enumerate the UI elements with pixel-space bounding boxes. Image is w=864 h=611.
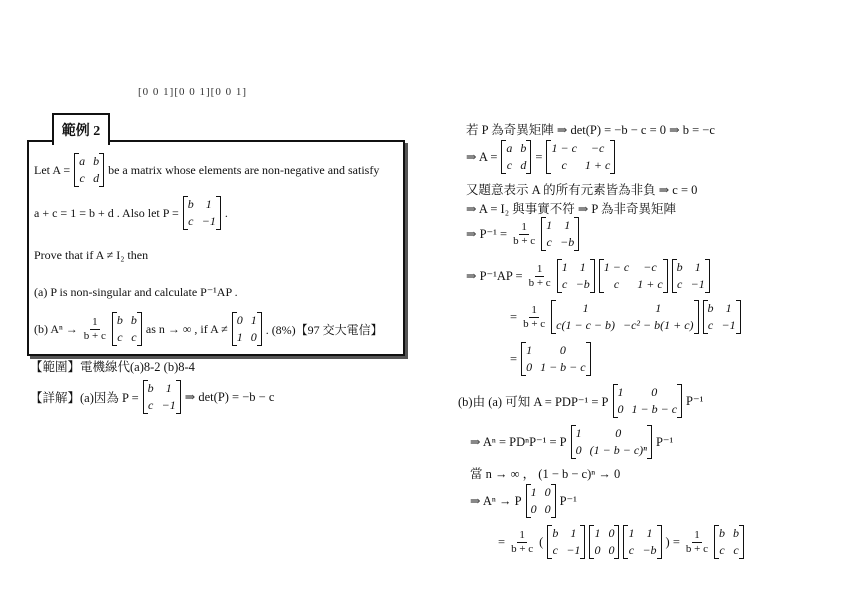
r9-diagonal-matrix xyxy=(613,384,683,418)
r6-matrix-3 xyxy=(672,259,710,293)
matrix-cell: 1 xyxy=(165,381,172,395)
r13-matrix-P xyxy=(547,525,585,559)
matrix-cell: 0 xyxy=(236,313,243,327)
matrix-cell: c xyxy=(707,318,714,332)
matrix-cell: b xyxy=(187,197,194,211)
matrix-P xyxy=(183,196,221,230)
matrix-cell: 1 xyxy=(575,426,582,440)
r10-matrix xyxy=(571,425,652,459)
right-line-6: ⇒ P⁻¹AP = $\frac{1}{b + c}$ 1 1 c −b 1 − c −c c 1 + c b 1 c −1 xyxy=(466,259,710,293)
r13-matrix-Pinv xyxy=(623,525,661,559)
line5-end: . (8%)【97 交大電信】 xyxy=(265,322,383,337)
matrix-cell: −1 xyxy=(161,398,176,412)
r7-fraction: $\frac{1}{b + c}$ xyxy=(523,304,546,330)
right-line-9: (b)由 (a) 可知 A = PDP⁻¹ = P 1 0 0 1 − b − c P⁻¹ xyxy=(458,385,704,416)
example-line-1 xyxy=(34,153,379,187)
matrix-cell: b xyxy=(552,526,559,540)
matrix-cell: −c xyxy=(590,141,605,155)
matrix-cell: −1 xyxy=(201,214,216,228)
right-line-2: ⇒ A = a b c d = 1 − c −c c 1 + c xyxy=(466,140,615,174)
matrix-cell: b xyxy=(520,141,527,155)
matrix-cell: d xyxy=(93,171,100,185)
right-line-7: = $\frac{1}{b + c}$ 1 1 c(1 − c − b) −c² − b(1 + c) b 1 c −1 xyxy=(510,300,741,334)
matrix-cell: c xyxy=(552,543,558,557)
example-line-3: Prove that if A ≠ I₂ then xyxy=(34,248,149,262)
matrix-cell: b xyxy=(130,313,137,327)
r13-result-matrix xyxy=(714,525,744,559)
matrix-cell: 1 xyxy=(250,313,257,327)
right-line-11: 當 n → ∞ ， (1 − b − c)ⁿ → 0 xyxy=(470,467,621,481)
matrix-B xyxy=(112,312,142,346)
matrix-cell: 1 xyxy=(546,218,553,232)
r2-matrix xyxy=(546,140,615,174)
r13-fraction-1: $\frac{1}{b + c}$ xyxy=(511,529,534,555)
matrix-cell: 1 xyxy=(694,260,701,274)
right-line-4: ⇒ A = I₂ 與事實不符 ⇒ P 為非奇異矩陣 xyxy=(466,202,677,216)
line1-suffix: be a matrix whose elements are non-negative and satisfy xyxy=(108,162,380,177)
matrix-cell: c xyxy=(613,277,620,291)
matrix-cell: 0 xyxy=(608,526,615,540)
r5-fraction: $\frac{1}{b + c}$ xyxy=(513,221,536,247)
detail-line xyxy=(30,380,274,414)
matrix-cell: c xyxy=(628,543,635,557)
detail-prefix: 【詳解】(a)因為 P = xyxy=(30,391,139,405)
r6-matrix-2 xyxy=(599,259,668,293)
matrix-cell: −1 xyxy=(690,277,705,291)
matrix-cell: b xyxy=(676,260,683,274)
right-line-8: = 1 0 0 1 − b − c xyxy=(510,342,591,376)
matrix-cell: 1 xyxy=(617,385,624,399)
fraction: $\frac{1}{b + c}$ xyxy=(83,316,106,342)
matrix-cell: c xyxy=(79,171,85,185)
matrix-cell: 1 xyxy=(646,526,653,540)
r2-matrix-A xyxy=(501,140,531,174)
matrix-cell: 1 xyxy=(628,526,635,540)
right-line-5: ⇒ P⁻¹ = $\frac{1}{b + c}$ 1 1 c −b xyxy=(466,217,579,251)
right-line-3: 又題意表示 A 的所有元素皆為非負 ⇒ c = 0 xyxy=(466,183,698,197)
right-line-10: ⇒ Aⁿ = PDⁿP⁻¹ = P 1 0 0 (1 − b − c)ⁿ P⁻¹ xyxy=(470,426,674,457)
matrix-cell: c xyxy=(148,398,154,412)
matrix-cell: 0 xyxy=(615,426,622,440)
matrix-cell: 1 xyxy=(570,526,577,540)
matrix-cell: c(1 − c − b) xyxy=(556,318,615,332)
r13-fraction-2: $\frac{1}{b + c}$ xyxy=(685,529,708,555)
matrix-cell: 1 xyxy=(582,301,589,315)
r6-matrix-1 xyxy=(557,259,595,293)
matrix-cell: 0 xyxy=(608,543,615,557)
matrix-cell: c xyxy=(719,543,725,557)
matrix-cell: 0 xyxy=(559,343,566,357)
matrix-cell: 1 xyxy=(526,343,533,357)
matrix-cell: −1 xyxy=(566,543,581,557)
top-fragment: [0 0 1][0 0 1][0 0 1] xyxy=(138,86,247,98)
r12-matrix xyxy=(526,484,556,518)
matrix-cell: 1 xyxy=(579,260,586,274)
matrix-cell: 0 xyxy=(617,402,624,416)
matrix-cell: c xyxy=(131,330,137,344)
matrix-cell: b xyxy=(116,313,123,327)
matrix-cell: 1 xyxy=(236,330,243,344)
matrix-cell: 0 xyxy=(651,385,658,399)
matrix-cell: b xyxy=(147,381,154,395)
matrix-cell: c xyxy=(188,214,194,228)
matrix-cell: −1 xyxy=(721,318,736,332)
matrix-cell: c xyxy=(117,330,123,344)
matrix-cell: a xyxy=(506,141,513,155)
matrix-cell: 0 xyxy=(594,543,601,557)
matrix-A xyxy=(74,153,104,187)
line2-text: a + c = 1 = b + d . Also let P = xyxy=(34,205,179,220)
matrix-cell: 0 xyxy=(544,502,551,516)
detail-matrix-P xyxy=(143,380,181,414)
matrix-cell: 0 xyxy=(544,485,551,499)
matrix-cell: 1 − c xyxy=(551,141,577,155)
matrix-cell: 0 xyxy=(250,330,257,344)
matrix-cell: −c xyxy=(643,260,657,274)
line5-prefix: (b) Aⁿ → xyxy=(34,321,78,336)
example-tag: 範例 2 xyxy=(52,113,110,145)
r5-matrix xyxy=(541,217,579,251)
r7-matrix-P xyxy=(703,300,741,334)
matrix-cell: 1 xyxy=(530,485,537,499)
r6-fraction: $\frac{1}{b + c}$ xyxy=(528,263,551,289)
matrix-cell: b xyxy=(707,301,714,315)
matrix-cell: d xyxy=(520,158,527,172)
matrix-cell: 1 xyxy=(594,526,601,540)
matrix-cell: 0 xyxy=(530,502,537,516)
matrix-cell: c xyxy=(546,235,552,249)
matrix-cell: 1 xyxy=(561,260,568,274)
matrix-cell: (1 − b − c)ⁿ xyxy=(589,443,647,457)
right-line-12: ⇒ Aⁿ → P 1 0 0 0 P⁻¹ xyxy=(470,485,577,516)
matrix-cell: 1 xyxy=(564,218,571,232)
matrix-cell: 1 − b − c xyxy=(540,360,586,374)
scope-line: 【範圍】電機線代(a)8-2 (b)8-4 xyxy=(30,360,195,374)
matrix-cell: b xyxy=(732,526,739,540)
example-line-4: (a) P is non-singular and calculate P⁻¹AP . xyxy=(34,285,238,299)
matrix-cell: −b xyxy=(560,235,575,249)
matrix-cell: 1 xyxy=(655,301,662,315)
example-line-5 xyxy=(34,312,383,346)
matrix-cell: 1 − b − c xyxy=(631,402,678,416)
matrix-cell: c xyxy=(562,277,568,291)
r7-matrix xyxy=(551,300,698,334)
right-line-13: = $\frac{1}{b + c}$ ( b 1 c −1 1 0 0 0 1 1 c −b ) = $\frac{1}{b + c}$ b b c c xyxy=(498,525,744,559)
matrix-cell: b xyxy=(93,154,100,168)
matrix-cell: c xyxy=(506,158,513,172)
matrix-cell: 0 xyxy=(526,360,533,374)
matrix-cell: 0 xyxy=(575,443,582,457)
matrix-cell: c xyxy=(561,158,567,172)
matrix-cell: a xyxy=(79,154,86,168)
example-line-2: a + c = 1 = b + d . Also let P = b 1 c −1 . xyxy=(34,197,228,228)
matrix-cell: c xyxy=(733,543,739,557)
matrix-cell: 1 xyxy=(205,197,212,211)
right-line-1: 若 P 為奇異矩陣 ⇒ det(P) = −b − c = 0 ⇒ b = −c xyxy=(466,123,715,137)
matrix-swap xyxy=(232,312,262,346)
matrix-cell: 1 xyxy=(725,301,732,315)
matrix-cell: c xyxy=(677,277,683,291)
detail-suffix: ⇒ det(P) = −b − c xyxy=(184,390,275,404)
line5-middle: as n → ∞ , if A ≠ xyxy=(145,321,228,336)
matrix-cell: −c² − b(1 + c) xyxy=(623,318,694,332)
matrix-cell: 1 + c xyxy=(584,158,611,172)
r8-diagonal-matrix xyxy=(521,342,591,376)
matrix-cell: −b xyxy=(575,277,590,291)
matrix-cell: 1 − c xyxy=(603,260,630,274)
line1-prefix: Let A = xyxy=(34,162,71,177)
matrix-cell: b xyxy=(718,526,725,540)
matrix-cell: −b xyxy=(642,543,657,557)
r13-matrix-D xyxy=(589,525,619,559)
matrix-cell: 1 + c xyxy=(637,277,663,291)
